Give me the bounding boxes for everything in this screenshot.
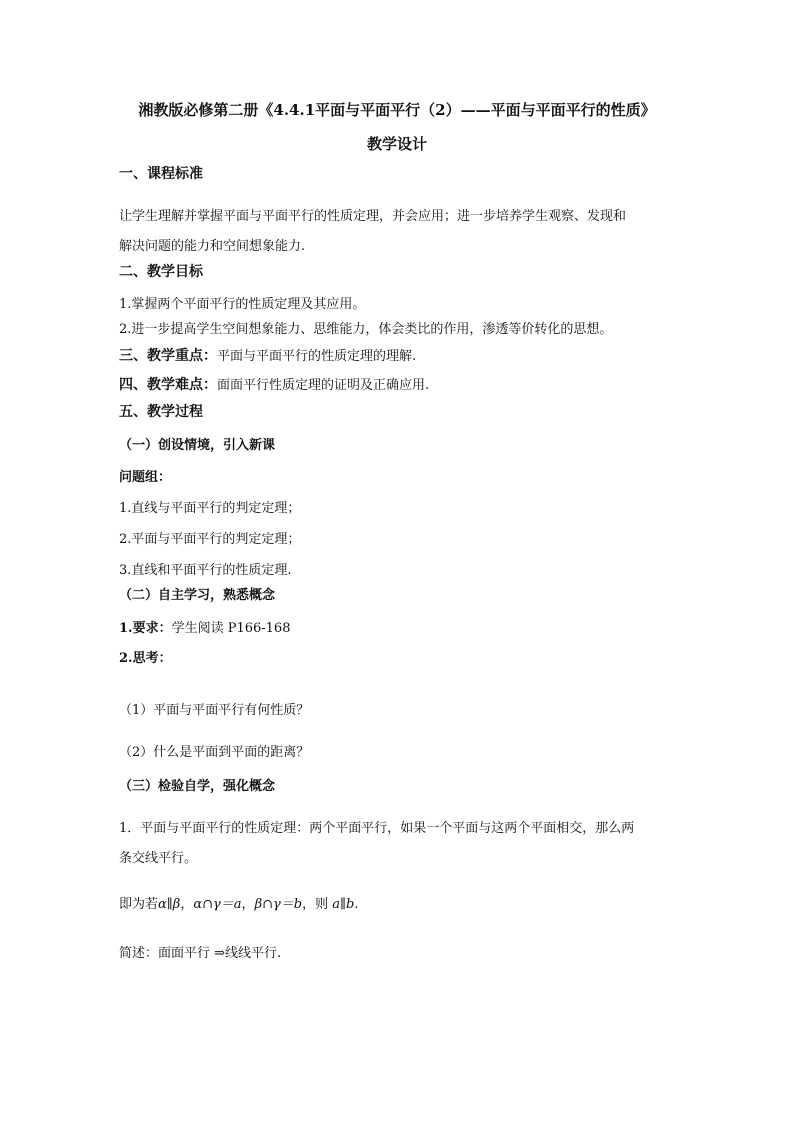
formula-then: ，则 xyxy=(302,897,333,912)
question-item-2: 2.平面与平面平行的判定定理； xyxy=(119,532,301,547)
formula-part-3: β∩γ＝b xyxy=(254,897,303,912)
section-heading-curriculum: 一、课程标准 xyxy=(119,166,203,182)
summary-prefix: 简述：面面平行 xyxy=(119,946,215,961)
requirement-text: 学生阅读 P166-168 xyxy=(171,621,291,636)
formula-separator-1: ， xyxy=(180,897,194,912)
subsection-heading-3: （三）检验自学，强化概念 xyxy=(119,779,276,794)
document-title: 湘教版必修第二册《4.4.1平面与平面平行（2）——平面与平面平行的性质》 xyxy=(138,101,656,119)
formula-end: . xyxy=(354,897,359,912)
curriculum-paragraph-line2: 解决问题的能力和空间想象能力. xyxy=(119,239,306,254)
theorem-formula xyxy=(119,897,358,913)
question-group-heading: 问题组： xyxy=(119,470,172,485)
curriculum-paragraph-line1: 让学生理解并掌握平面与平面平行的性质定理，并会应用；进一步培养学生观察、发现和 xyxy=(119,209,627,224)
formula-prefix: 即为若 xyxy=(119,897,159,912)
implies-arrow-icon: ⇒ xyxy=(214,946,226,961)
difficulty-text: 面面平行性质定理的证明及正确应用. xyxy=(217,378,430,393)
requirement-line xyxy=(119,621,290,637)
objective-item-2: 2.进一步提高学生空间想象能力、思维能力，体会类比的作用，渗透等价转化的思想。 xyxy=(119,322,613,337)
summary-line xyxy=(119,946,281,962)
formula-separator-2: ， xyxy=(241,897,255,912)
theorem-line1: 1．平面与平面平行的性质定理：两个平面平行，如果一个平面与这两个平面相交，那么两 xyxy=(119,821,635,836)
theorem-line2: 条交线平行。 xyxy=(119,851,198,866)
question-item-1: 1.直线与平面平行的判定定理； xyxy=(119,501,301,516)
formula-part-4: a∥b xyxy=(332,897,355,912)
think-label: 2.思考： xyxy=(119,651,172,666)
document-subtitle: 教学设计 xyxy=(366,135,427,153)
section-heading-difficulty: 四、教学难点： xyxy=(119,377,217,393)
think-question-2: （2）什么是平面到平面的距离？ xyxy=(119,745,310,760)
summary-suffix: 线线平行. xyxy=(225,946,282,961)
question-item-3: 3.直线和平面平行的性质定理. xyxy=(119,563,292,578)
requirement-label: 1.要求： xyxy=(119,621,172,636)
subsection-heading-1: （一）创设情境，引入新课 xyxy=(119,438,276,453)
formula-part-2: α∩γ＝a xyxy=(193,897,242,912)
think-question-1: （1）平面与平面平行有何性质？ xyxy=(119,703,310,718)
section-heading-objectives: 二、教学目标 xyxy=(119,264,203,280)
subsection-heading-2: （二）自主学习，熟悉概念 xyxy=(119,588,276,603)
objective-item-1: 1.掌握两个平面平行的性质定理及其应用。 xyxy=(119,297,366,312)
section-heading-key-point: 三、教学重点： xyxy=(119,348,217,364)
formula-part-1: α∥β xyxy=(158,897,181,912)
difficulty-line xyxy=(119,377,429,394)
key-point-text: 平面与平面平行的性质定理的理解. xyxy=(217,349,417,364)
section-heading-process: 五、教学过程 xyxy=(119,404,203,420)
key-point-line xyxy=(119,348,416,365)
